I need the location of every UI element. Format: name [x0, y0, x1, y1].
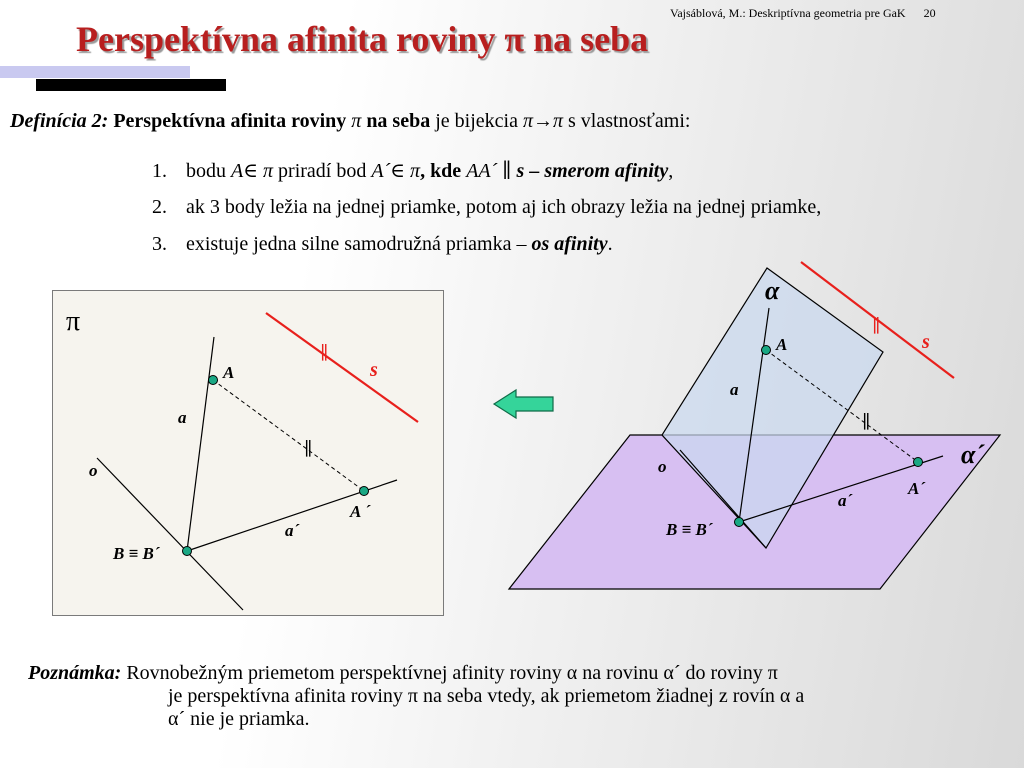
point-B — [735, 518, 744, 527]
definition-label: Definícia 2: — [10, 110, 109, 132]
definition-props: s vlastnosťami: — [568, 110, 691, 132]
point-A — [209, 376, 218, 385]
line-a — [187, 337, 214, 551]
label-A: A — [776, 335, 788, 354]
label-A-prime: A´ — [908, 479, 925, 498]
label-s: s — [370, 359, 378, 381]
label-a-prime: a´ — [838, 491, 853, 510]
definition-pi: π — [351, 110, 362, 132]
property-number: 3. — [152, 233, 167, 255]
label-a-prime: a´ — [285, 521, 300, 540]
property-text: ak 3 body ležia na jednej priamke, potom aj ich obrazy ležia na jednej priamke, — [186, 196, 822, 218]
note — [28, 662, 804, 731]
property-math: A´∈ π — [371, 160, 421, 182]
definition-onto: na seba — [366, 110, 431, 132]
label-B: B ≡ B´ — [666, 520, 713, 539]
label-o: o — [658, 457, 667, 476]
left-figure — [66, 306, 418, 610]
property-text: existuje jedna silne samodružná priamka – — [186, 233, 527, 255]
plane-pi-label: π — [66, 306, 81, 337]
label-alpha: α — [765, 276, 780, 305]
point-A-prime — [360, 487, 369, 496]
label-o: o — [89, 461, 98, 480]
definition-subject: Perspektívna afinita roviny — [113, 110, 347, 132]
note-text-3: α´ nie je priamka. — [168, 708, 310, 730]
property-math: A∈ π — [231, 160, 274, 182]
left-arrow-icon — [494, 390, 553, 418]
property-number: 1. — [152, 160, 167, 182]
label-B: B ≡ B´ — [113, 544, 160, 563]
right-figure — [509, 262, 1000, 589]
page-number: 20 — [923, 6, 936, 20]
label-a: a — [178, 408, 187, 427]
property-text: bodu — [186, 160, 226, 182]
reference-text: Vajsáblová, M.: Deskriptívna geometria pre GaK — [670, 6, 906, 20]
parallel-mark-AA: ∥ — [304, 439, 313, 459]
label-A-prime: A ´ — [350, 502, 371, 521]
point-A — [762, 346, 771, 355]
note-line-1 — [28, 662, 804, 685]
property-number: 2. — [152, 196, 167, 218]
definition-map: π→π — [522, 110, 563, 132]
definition-is: je bijekcia — [435, 110, 518, 132]
segment-AA-prime — [213, 380, 364, 491]
label-s: s — [922, 331, 930, 353]
note-text-2: je perspektívna afinita roviny π na seba vtedy, ak priemetom žiadnej z rovín α a — [168, 685, 805, 707]
note-label: Poznámka: — [28, 662, 122, 684]
label-alpha-prime: α´ — [961, 440, 985, 469]
property-text: priradí bod — [278, 160, 367, 182]
note-text-1: Rovnobežným priemetom perspektívnej afinity roviny α na rovinu α´ do roviny π — [126, 662, 778, 684]
axis-o-line — [97, 458, 243, 610]
label-a: a — [730, 380, 739, 399]
parallel-mark-s: ∥ — [320, 343, 329, 363]
property-text: . — [607, 233, 613, 255]
property-math: AA´ ∥ — [466, 160, 512, 182]
slide-title: Perspektívna afinita roviny π na seba — [76, 19, 649, 59]
label-A: A — [223, 363, 235, 382]
parallel-mark-AA: ∥ — [862, 412, 871, 432]
property-text: , kde — [420, 160, 462, 182]
property-text: , — [668, 160, 674, 182]
point-B — [183, 547, 192, 556]
property-emphasis: s – smerom afinity — [516, 160, 669, 182]
parallel-mark-s: ∥ — [872, 316, 881, 336]
direction-s-line — [266, 313, 418, 422]
property-emphasis: os afinity — [531, 233, 608, 255]
point-A-prime — [914, 458, 923, 467]
